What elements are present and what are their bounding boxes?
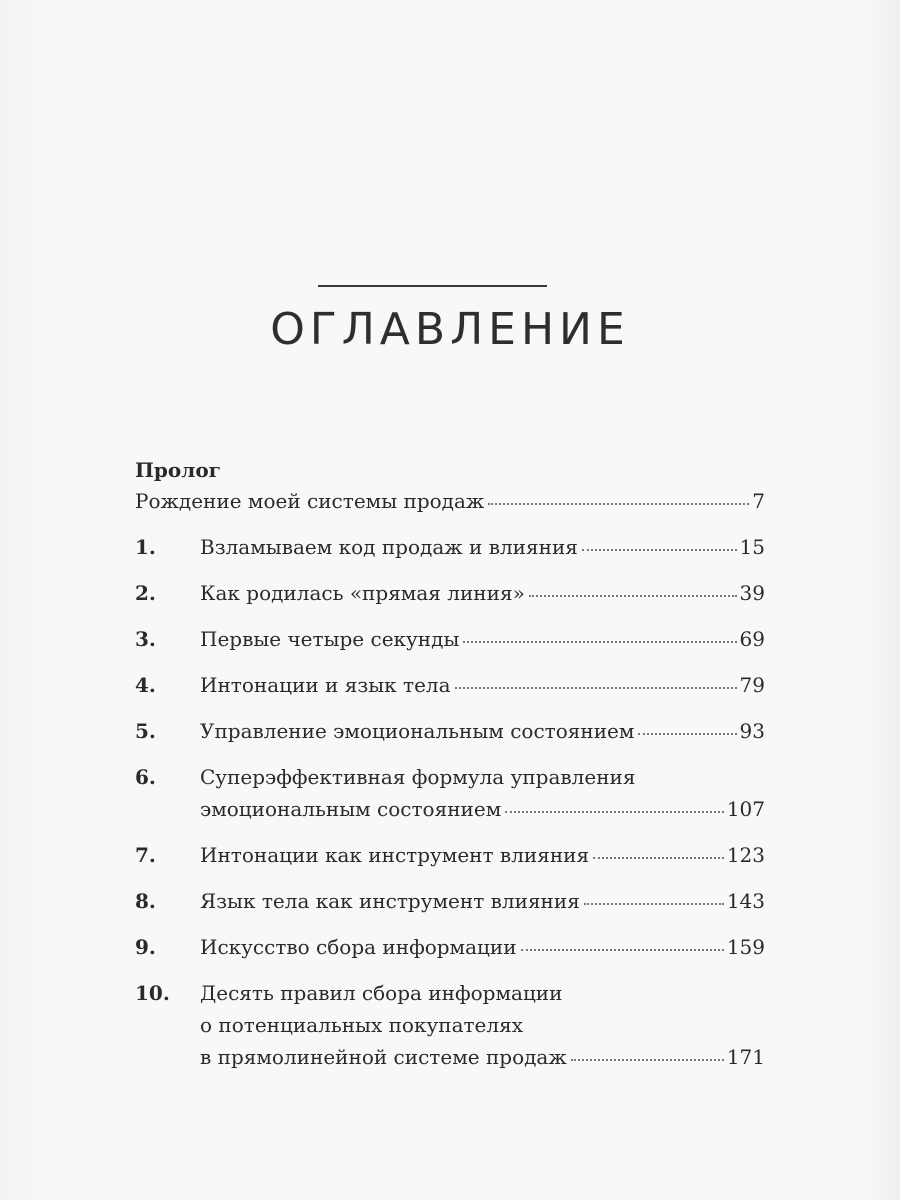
chapter-body: [200, 531, 765, 563]
chapter-entry: [135, 931, 765, 963]
chapter-title: Как родилась «прямая линия»: [200, 581, 525, 605]
dot-leader: [571, 1059, 724, 1061]
chapter-entry: [135, 531, 765, 563]
page-title: ОГЛАВЛЕНИЕ: [270, 304, 630, 355]
table-of-contents: [135, 455, 765, 1073]
chapter-entry: [135, 977, 765, 1073]
dot-leader: [529, 595, 737, 597]
chapter-title-final-line: [200, 931, 765, 963]
title-rule: [318, 285, 547, 287]
dot-leader: [463, 641, 736, 643]
chapter-page-number: 79: [739, 673, 765, 697]
chapter-page-number: 15: [739, 535, 765, 559]
chapter-list: [135, 531, 765, 1073]
chapter-page-number: 143: [726, 889, 765, 913]
dot-leader: [455, 687, 737, 689]
chapter-title: в прямолинейной системе продаж: [200, 1045, 567, 1069]
chapter-entry: [135, 715, 765, 747]
chapter-number: 1.: [135, 535, 156, 559]
chapter-title-final-line: [200, 839, 765, 871]
dot-leader: [488, 503, 749, 505]
chapter-number: 3.: [135, 627, 156, 651]
chapter-page-number: 107: [726, 797, 765, 821]
chapter-number: 10.: [135, 981, 170, 1005]
chapter-page-number: 123: [726, 843, 765, 867]
chapter-body: [200, 669, 765, 701]
prolog-title: Рождение моей системы продаж: [135, 489, 485, 513]
chapter-page-number: 93: [739, 719, 765, 743]
chapter-title-final-line: [200, 623, 765, 655]
chapter-page-number: 69: [739, 627, 765, 651]
prolog-entry: [135, 485, 765, 517]
chapter-title-final-line: [200, 669, 765, 701]
chapter-title-line: Суперэффективная формула управления: [200, 765, 636, 789]
chapter-title: Язык тела как инструмент влияния: [200, 889, 580, 913]
chapter-title-final-line: [200, 885, 765, 917]
chapter-number: 9.: [135, 935, 156, 959]
chapter-number: 6.: [135, 765, 156, 789]
chapter-title-final-line: [200, 531, 765, 563]
dot-leader: [593, 857, 724, 859]
chapter-body: [200, 839, 765, 871]
chapter-entry: [135, 623, 765, 655]
chapter-number: 8.: [135, 889, 156, 913]
chapter-title-line: Десять правил сбора информации: [200, 981, 563, 1005]
chapter-title-line: о потенциальных покупателях: [200, 1013, 523, 1037]
dot-leader: [521, 949, 724, 951]
chapter-title: Управление эмоциональным состоянием: [200, 719, 635, 743]
chapter-body: [200, 577, 765, 609]
prolog-heading: Пролог: [135, 458, 221, 482]
chapter-title-final-line: [200, 715, 765, 747]
chapter-entry: [135, 761, 765, 825]
chapter-body: [200, 885, 765, 917]
chapter-body: [200, 931, 765, 963]
chapter-page-number: 39: [739, 581, 765, 605]
dot-leader: [582, 549, 737, 551]
chapter-title-final-line: [200, 1041, 765, 1073]
dot-leader: [505, 811, 724, 813]
chapter-title: Первые четыре секунды: [200, 627, 460, 651]
chapter-number: 2.: [135, 581, 156, 605]
chapter-title: Интонации и язык тела: [200, 673, 451, 697]
prolog-page-number: 7: [752, 489, 765, 513]
chapter-entry: [135, 885, 765, 917]
chapter-entry: [135, 839, 765, 871]
dot-leader: [638, 733, 736, 735]
chapter-page-number: 171: [726, 1045, 765, 1069]
chapter-page-number: 159: [726, 935, 765, 959]
chapter-title-final-line: [200, 577, 765, 609]
chapter-body: [200, 623, 765, 655]
chapter-number: 5.: [135, 719, 156, 743]
chapter-title-final-line: [200, 793, 765, 825]
chapter-title: эмоциональным состоянием: [200, 797, 502, 821]
chapter-body: [200, 977, 765, 1073]
chapter-body: [200, 715, 765, 747]
chapter-number: 7.: [135, 843, 156, 867]
chapter-body: [200, 761, 765, 825]
dot-leader: [584, 903, 724, 905]
chapter-number: 4.: [135, 673, 156, 697]
chapter-title: Взламываем код продаж и влияния: [200, 535, 578, 559]
chapter-entry: [135, 577, 765, 609]
chapter-title: Интонации как инструмент влияния: [200, 843, 590, 867]
chapter-entry: [135, 669, 765, 701]
chapter-title: Искусство сбора информации: [200, 935, 517, 959]
